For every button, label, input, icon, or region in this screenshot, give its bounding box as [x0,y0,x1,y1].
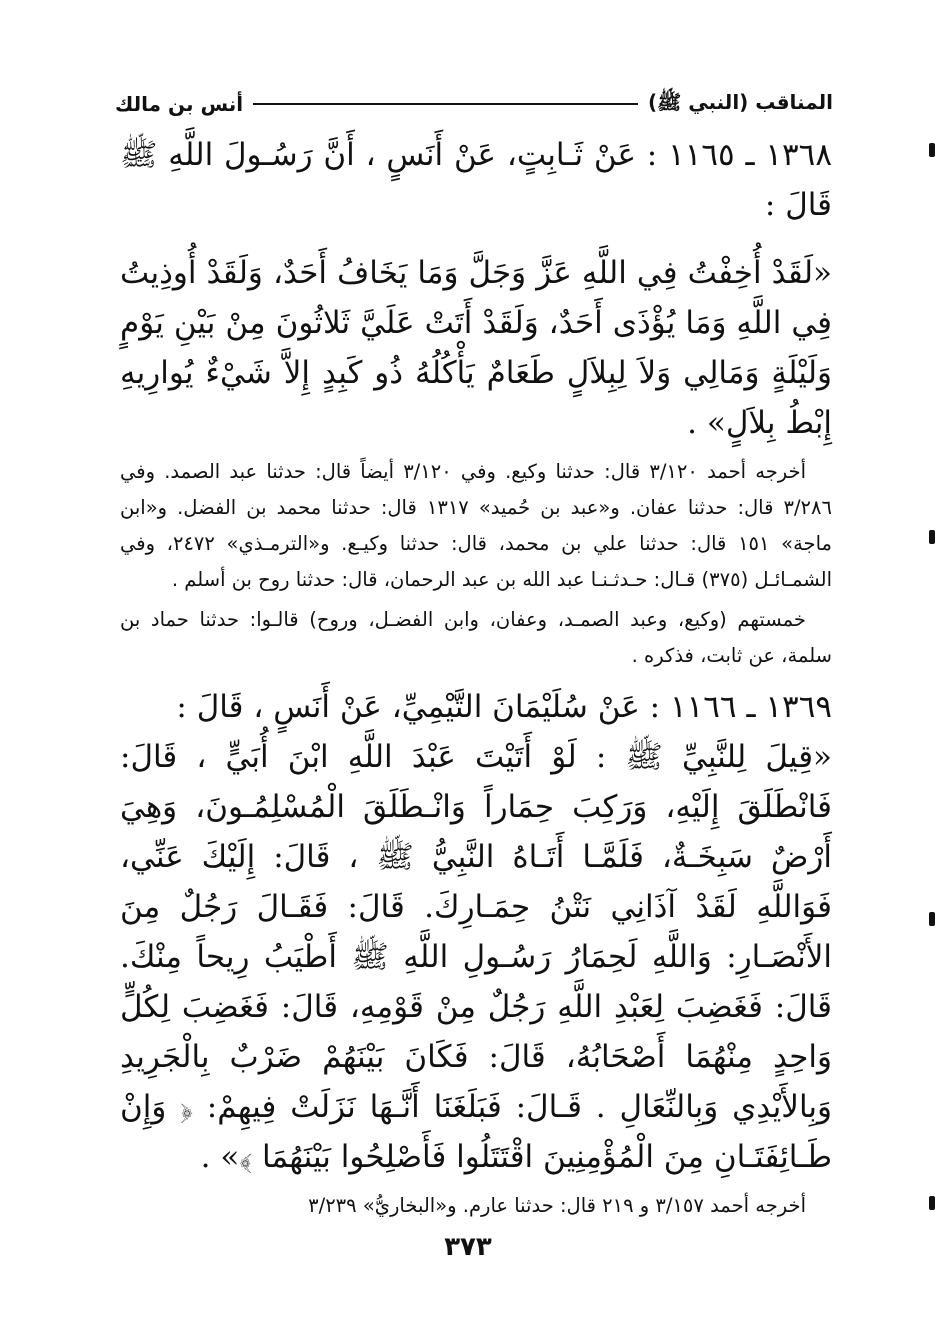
page-number: ٣٧٣ [444,1232,492,1262]
takhrij-paragraph: خمستهم (وكيع، وعبد الصمـد، وعفان، وابن الفضـل، وروح) قالـوا: حدثنا حماد بن سلمة، عن ثابت، فذكره . [120,608,832,667]
header-chapter-title: المناقب (النبي ﷺ) [647,89,833,114]
page-body [120,130,832,1224]
hadith-1368-heading: ١٣٦٨ ـ ١١٦٥ : عَنْ ثَـابِتٍ، عَنْ أَنَسٍ ، أَنَّ رَسُـولَ اللَّهِ ﷺ قَالَ : [120,137,832,223]
margin-mark [929,530,935,544]
margin-mark [929,143,935,157]
hadith-1368-takhrij [120,454,832,674]
margin-mark [929,1196,935,1210]
hadith-1369-heading: ١٣٦٩ ـ ١١٦٦ : عَنْ سُلَيْمَانَ التَّيْمِيِّ، عَنْ أَنَسٍ ، قَالَ : [176,689,832,725]
takhrij-paragraph: أخرجه أحمد ٣/١٥٧ و ٢١٩ قال: حدثنا عارم. و«البخاريُّ» ٣/٢٣٩ [308,1194,806,1217]
running-header [115,86,833,122]
header-section-title: أنس بن مالك [115,92,244,116]
hadith-1368-text: «لَقَدْ أُخِفْتُ فِي اللَّهِ عَزَّ وَجَلَّ وَمَا يَخَافُ أَحَدٌ، وَلَقَدْ أُوذِيتُ فِي اللَّهِ وَمَا يُؤْذَى أَحَدٌ، وَلَقَدْ أَتَتْ عَلَيَّ ثَلاثُونَ مِنْ بَيْنِ يَوْمٍ وَلَيْلَةٍ وَمَالِي وَلاَ لِبِلاَلٍ طَعَامٌ يَأْكُلُهُ ذُو كَبِدٍ إِلاَّ شَيْءٌ يُوارِيهِ إِبْطُ بِلاَلٍ» . [120,255,833,441]
margin-mark [929,912,935,926]
header-rule [253,103,638,105]
takhrij-paragraph: أخرجه أحمد ٣/١٢٠ قال: حدثنا وكيع. وفي ٣/١٢٠ أيضاً قال: حدثنا عبد الصمد. وفي ٣/٢٨٦ قال: حدثنا عفان. و«عبد بن حُميد» ١٣١٧ قال: حدثنا محمد بن الفضل. و«ابن ماجة» ١٥١ قال: حدثنا علي بن محمد، قال: حدثنا وكيـع. و«الترمـذي» ٢٤٧٢، وفي الشمـائـل (٣٧٥) قـال: حـدثـنـا عبد الله بن عبد الرحمان، قال: حدثنا روح بن أسلم . [120,460,832,591]
hadith-1369-text: «قِيلَ لِلنَّبِيِّ ﷺ : لَوْ أَتَيْتَ عَبْدَ اللَّهِ ابْنَ أُبَيٍّ ، قَالَ: فَانْطَلَقَ إِلَيْهِ، وَرَكِبَ حِمَاراً وَانْـطَلَقَ الْمُسْلِمُـونَ، وَهِيَ أَرْضٌ سَبِخَـةٌ، فَلَمَّـا أَتَـاهُ النَّبِيُّ ﷺ ، قَالَ: إِلَيْكَ عَنِّي، فَوَاللَّهِ لَقَدْ آذَانِي نَتْنُ حِمَـارِكَ. قَالَ: فَقَـالَ رَجُلٌ مِنَ الأَنْصَـارِ: وَاللَّهِ لَحِمَارُ رَسُـولِ اللَّهِ ﷺ أَطْيَبُ رِيحاً مِنْكَ. قَالَ: فَغَضِبَ لِعَبْدِ اللَّهِ رَجُلٌ مِنْ قَوْمِهِ، قَالَ: فَغَضِبَ لِكُلٍّ وَاحِدٍ مِنْهُمَا أَصْحَابُهُ، قَالَ: فَكَانَ بَيْنَهُمْ ضَرْبٌ بِالْجَرِيدِ وَبِالأَيْدِي وَبِالنِّعَالِ . قَـالَ: فَبَلَغَنَا أَنَّـهَا نَزَلَتْ فِيهِمْ: ﴿ وَإِنْ طَـائِفَتَـانِ مِنَ الْمُؤْمِنِينَ اقْتَتَلُوا فَأَصْلِحُوا بَيْنَهُمَا ﴾» . [120,739,832,1175]
hadith-1369-takhrij [120,1188,832,1224]
